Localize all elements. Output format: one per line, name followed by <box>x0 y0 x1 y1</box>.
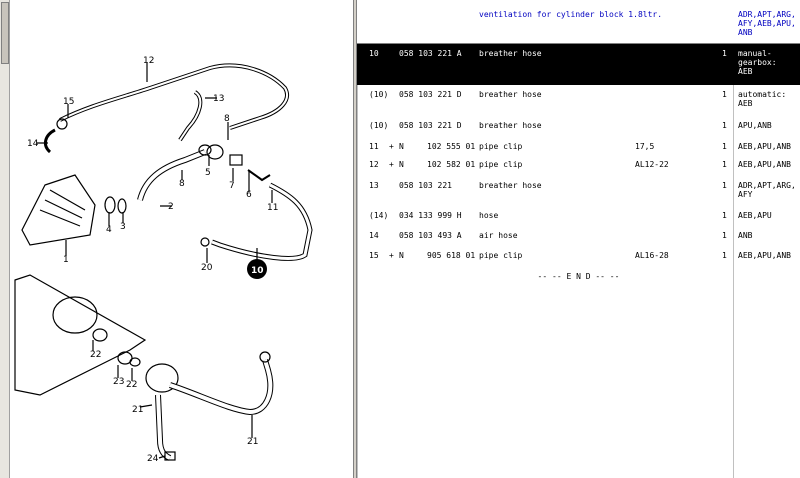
note-cell: AL12-22 <box>635 160 669 169</box>
part-number-cell: 034 133 999 H <box>399 211 462 220</box>
description-cell: breather hose <box>479 181 542 190</box>
n-cell: N <box>399 142 404 151</box>
models-cell: AFY <box>738 190 753 199</box>
models-cell: AEB,APU,ANB <box>738 160 791 169</box>
label-13: 13 <box>213 94 225 104</box>
plus-cell: + <box>389 142 394 151</box>
label-2: 2 <box>168 202 174 212</box>
description-cell: breather hose <box>479 90 542 99</box>
description-cell: pipe clip <box>479 142 523 151</box>
description-cell: pipe clip <box>479 251 523 260</box>
group-description: ventilation for cylinder block 1.8ltr. <box>479 10 663 19</box>
label-3: 3 <box>120 222 126 232</box>
note-cell: AL16-28 <box>635 251 669 260</box>
header-models-3: ANB <box>738 28 753 37</box>
label-21: 21 <box>247 437 259 447</box>
label-8b: 8 <box>179 179 185 189</box>
position-cell: (10) <box>369 121 389 130</box>
position-cell: 15 <box>369 251 379 260</box>
models-cell: APU,ANB <box>738 121 772 130</box>
label-12: 20 <box>201 263 213 273</box>
label-14: 14 <box>27 139 39 149</box>
parts-row[interactable] <box>357 246 800 266</box>
models-cell: AEB,APU <box>738 211 772 220</box>
parts-row[interactable] <box>357 155 800 176</box>
quantity-cell: 1 <box>722 211 727 220</box>
exploded-diagram-pane <box>0 0 353 478</box>
quantity-cell: 1 <box>722 231 727 240</box>
models-cell: ANB <box>738 231 753 240</box>
position-cell: (14) <box>369 211 389 220</box>
header-models-2: AFY,AEB,APU, <box>738 19 796 28</box>
models-cell: AEB <box>738 67 753 76</box>
position-cell: 13 <box>369 181 379 190</box>
parts-row[interactable] <box>357 137 800 155</box>
position-cell: 14 <box>369 231 379 240</box>
description-cell: breather hose <box>479 49 542 58</box>
plus-cell: + <box>389 160 394 169</box>
end-marker: -- -- E N D -- -- <box>537 272 620 281</box>
parts-row[interactable] <box>357 44 800 85</box>
quantity-cell: 1 <box>722 49 727 58</box>
quantity-cell: 1 <box>722 160 727 169</box>
label-9: 12 <box>143 56 155 66</box>
quantity-cell: 1 <box>722 142 727 151</box>
label-8a: 8 <box>224 114 230 124</box>
label-5: 5 <box>205 168 211 178</box>
label-23: 23 <box>113 377 125 387</box>
label-10: 10 <box>251 266 264 276</box>
plus-cell: + <box>389 251 394 260</box>
description-cell: air hose <box>479 231 518 240</box>
quantity-cell: 1 <box>722 121 727 130</box>
label-1: 1 <box>63 255 69 265</box>
part-number-cell: 058 103 221 A <box>399 49 462 58</box>
parts-header <box>357 0 800 44</box>
models-cell: AEB,APU,ANB <box>738 142 791 151</box>
parts-row[interactable] <box>357 85 800 116</box>
label-15: 15 <box>63 97 75 107</box>
label-22: 22 <box>90 350 102 360</box>
n-cell: N <box>399 160 404 169</box>
position-cell: 12 <box>369 160 379 169</box>
parts-row[interactable] <box>357 226 800 246</box>
quantity-cell: 1 <box>722 181 727 190</box>
label-22b: 22 <box>126 380 138 390</box>
part-number-cell: 058 103 493 A <box>399 231 462 240</box>
quantity-cell: 1 <box>722 251 727 260</box>
models-cell: AEB <box>738 99 753 108</box>
models-cell: ADR,APT,ARG, <box>738 181 796 190</box>
position-cell: 10 <box>369 49 379 58</box>
parts-row[interactable] <box>357 206 800 226</box>
description-cell: pipe clip <box>479 160 523 169</box>
label-6: 6 <box>246 190 252 200</box>
part-number-cell: 058 103 221 <box>399 181 452 190</box>
label-7: 7 <box>229 181 235 191</box>
description-cell: breather hose <box>479 121 542 130</box>
part-number-cell: 905 618 01 <box>427 251 476 260</box>
part-number-cell: 058 103 221 D <box>399 121 462 130</box>
exploded-parts-diagram <box>0 0 353 478</box>
n-cell: N <box>399 251 404 260</box>
note-cell: 17,5 <box>635 142 655 151</box>
label-20: 21 <box>132 405 144 415</box>
models-cell: automatic: <box>738 90 787 99</box>
position-cell: (10) <box>369 90 389 99</box>
label-11: 11 <box>267 203 279 213</box>
part-number-cell: 102 582 01 <box>427 160 476 169</box>
position-cell: 11 <box>369 142 379 151</box>
part-number-cell: 058 103 221 D <box>399 90 462 99</box>
parts-row[interactable] <box>357 176 800 206</box>
label-24: 24 <box>147 454 159 464</box>
models-cell: manual- <box>738 49 772 58</box>
description-cell: hose <box>479 211 499 220</box>
parts-list-pane <box>357 0 800 478</box>
label-4: 4 <box>106 225 112 235</box>
quantity-cell: 1 <box>722 90 727 99</box>
models-cell: gearbox: <box>738 58 777 67</box>
part-number-cell: 102 555 01 <box>427 142 476 151</box>
parts-row[interactable] <box>357 116 800 137</box>
header-models-1: ADR,APT,ARG, <box>738 10 796 19</box>
models-cell: AEB,APU,ANB <box>738 251 791 260</box>
